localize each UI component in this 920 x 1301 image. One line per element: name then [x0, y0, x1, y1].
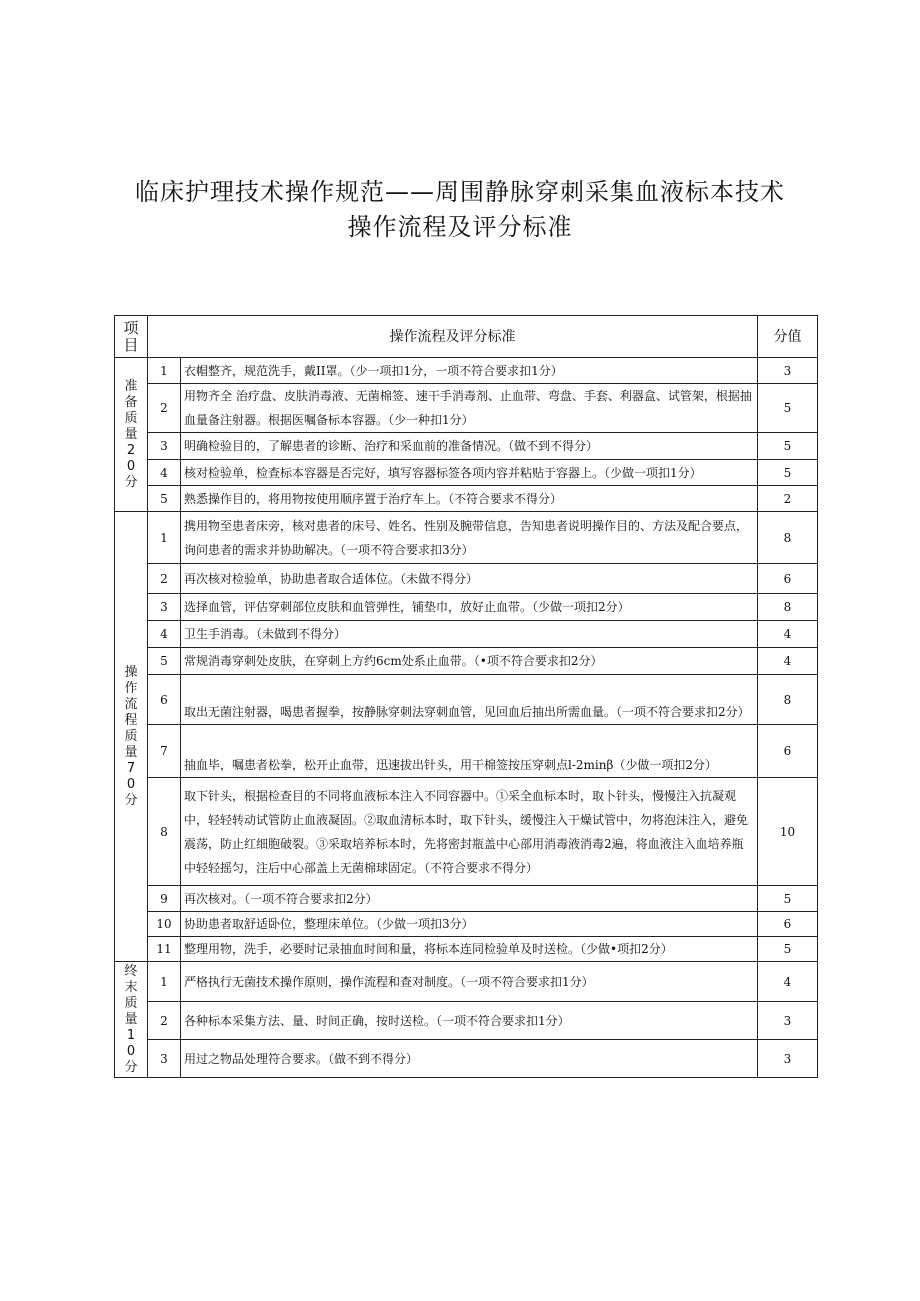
table-row — [115, 621, 818, 648]
score-value: 8 — [758, 675, 818, 725]
row-number: 11 — [148, 937, 181, 962]
table-row — [115, 675, 818, 725]
criteria-text: 熟悉操作目的，将用物按使用顺序置于治疗车上。（不符合要求不得分） — [181, 486, 758, 512]
table-row — [115, 460, 818, 486]
score-value: 5 — [758, 886, 818, 912]
score-value: 4 — [758, 648, 818, 675]
criteria-text: 严格执行无菌技术操作原则，操作流程和查对制度。（一项不符合要求扣1分） — [181, 962, 758, 1002]
criteria-text: 取下针头，根据检查目的不同将血液标本注入不同容器中。①采全血标本时，取卜针头，慢慢注入抗凝观中，轻轻转动试管防止血液凝固。②取血清标本时，取下针头，缓慢注入干燥试管中，勿将泡沫注入，避免震荡，防止红细胞破裂。③采取培养标本时，先将密封瓶盖中心部用消毒液消毒2遍，将血液注入血培养瓶中轻轻摇匀，注后中心部盖上无菌棉球固定。（不符合要求不得分） — [181, 778, 758, 886]
score-value: 3 — [758, 1040, 818, 1078]
row-number: 6 — [148, 675, 181, 725]
score-value: 5 — [758, 937, 818, 962]
row-number: 1 — [148, 358, 181, 384]
score-value: 5 — [758, 384, 818, 433]
table-row — [115, 512, 818, 564]
row-number: 3 — [148, 594, 181, 621]
criteria-text: 再次核对检验单，协助患者取合适体位。（未做不得分） — [181, 564, 758, 594]
row-number: 5 — [148, 486, 181, 512]
criteria-text: 卫生手消毒。（未做到不得分） — [181, 621, 758, 648]
criteria-text: 选择血管，评估穿刺部位皮肤和血管弹性，铺垫巾，放好止血带。（少做一项扣2分） — [181, 594, 758, 621]
table-row — [115, 594, 818, 621]
score-value: 2 — [758, 486, 818, 512]
criteria-text: 核对检验单，检查标本容器是否完好，填写容器标签各项内容并粘贴于容器上。（少做一项扣1分） — [181, 460, 758, 486]
row-number: 3 — [148, 433, 181, 460]
table-row — [115, 1002, 818, 1040]
row-number: 1 — [148, 962, 181, 1002]
section-label: 操作流程质量70分 — [115, 512, 148, 962]
table-row — [115, 358, 818, 384]
criteria-text: 再次核对。（一项不符合要求扣2分） — [181, 886, 758, 912]
criteria-text: 取出无菌注射器，喝患者握拳，按静脉穿刺法穿刺血管，见回血后抽出所需血量。（一项不符合要求扣2分） — [181, 675, 758, 725]
row-number: 10 — [148, 912, 181, 937]
row-number: 5 — [148, 648, 181, 675]
row-number: 7 — [148, 725, 181, 778]
column-header-item: 项目 — [115, 316, 148, 358]
score-value: 4 — [758, 621, 818, 648]
table-row — [115, 1040, 818, 1078]
row-number: 1 — [148, 512, 181, 564]
document-title-line1: 临床护理技术操作规范——周围静脉穿刺采集血液标本技术 — [135, 178, 785, 206]
table-row — [115, 886, 818, 912]
table-row — [115, 937, 818, 962]
score-value: 5 — [758, 460, 818, 486]
table-row — [115, 384, 818, 433]
criteria-text: 协助患者取舒适卧位，整理床单位。（少做一项扣3分） — [181, 912, 758, 937]
score-value: 10 — [758, 778, 818, 886]
row-number: 2 — [148, 1002, 181, 1040]
score-value: 4 — [758, 962, 818, 1002]
row-number: 3 — [148, 1040, 181, 1078]
criteria-text: 携用物至患者床旁，核对患者的床号、姓名、性别及腕带信息，告知患者说明操作目的、方法及配合要点，询问患者的需求并协助解决。（一项不符合要求扣3分） — [181, 512, 758, 564]
score-value: 8 — [758, 594, 818, 621]
document-title-line2: 操作流程及评分标准 — [347, 213, 573, 241]
row-number: 4 — [148, 621, 181, 648]
criteria-text: 用物齐全 治疗盘、皮肤消毒液、无菌棉签、速干手消毒剂、止血带、弯盘、手套、利器盒、试管架，根据抽血量备注射器。根据医嘱备标本容器。（少一种扣1分） — [181, 384, 758, 433]
criteria-text: 衣帽整齐，规范洗手，戴II罩。（少一项扣1分，一项不符合要求扣1分） — [181, 358, 758, 384]
row-number: 2 — [148, 564, 181, 594]
score-value: 8 — [758, 512, 818, 564]
row-number: 9 — [148, 886, 181, 912]
table-row — [115, 433, 818, 460]
table-row — [115, 486, 818, 512]
score-value: 6 — [758, 564, 818, 594]
criteria-text: 抽血毕，嘱患者松拳，松开止血带，迅速拔出针头，用干棉签按压穿刺点l-2minβ（少做一项扣2分） — [181, 725, 758, 778]
criteria-text: 整理用物，洗手，必要时记录抽血时间和量，将标本连同检验单及时送检。（少做•项扣2分） — [181, 937, 758, 962]
criteria-text: 明确检验目的，了解患者的诊断、治疗和采血前的准备情况。（做不到不得分） — [181, 433, 758, 460]
table-row — [115, 725, 818, 778]
criteria-text: 各种标本采集方法、量、时间正确，按时送检。（一项不符合要求扣1分） — [181, 1002, 758, 1040]
criteria-text: 用过之物品处理符合要求。（做不到不得分） — [181, 1040, 758, 1078]
score-value: 3 — [758, 358, 818, 384]
table-row — [115, 778, 818, 886]
criteria-text: 常规消毒穿刺处皮肤，在穿刺上方约6cm处系止血带。（•项不符合要求扣2分） — [181, 648, 758, 675]
column-header-score: 分值 — [758, 316, 818, 358]
table-row — [115, 648, 818, 675]
table-header-row — [115, 316, 818, 358]
scoring-table — [114, 315, 818, 1078]
table-row — [115, 564, 818, 594]
score-value: 6 — [758, 912, 818, 937]
score-value: 6 — [758, 725, 818, 778]
score-value: 5 — [758, 433, 818, 460]
table-row — [115, 962, 818, 1002]
row-number: 2 — [148, 384, 181, 433]
section-label: 终末质量10分 — [115, 962, 148, 1078]
table-row — [115, 912, 818, 937]
score-value: 3 — [758, 1002, 818, 1040]
column-header-flow: 操作流程及评分标准 — [148, 316, 758, 358]
row-number: 4 — [148, 460, 181, 486]
row-number: 8 — [148, 778, 181, 886]
section-label: 准备质量20分 — [115, 358, 148, 512]
